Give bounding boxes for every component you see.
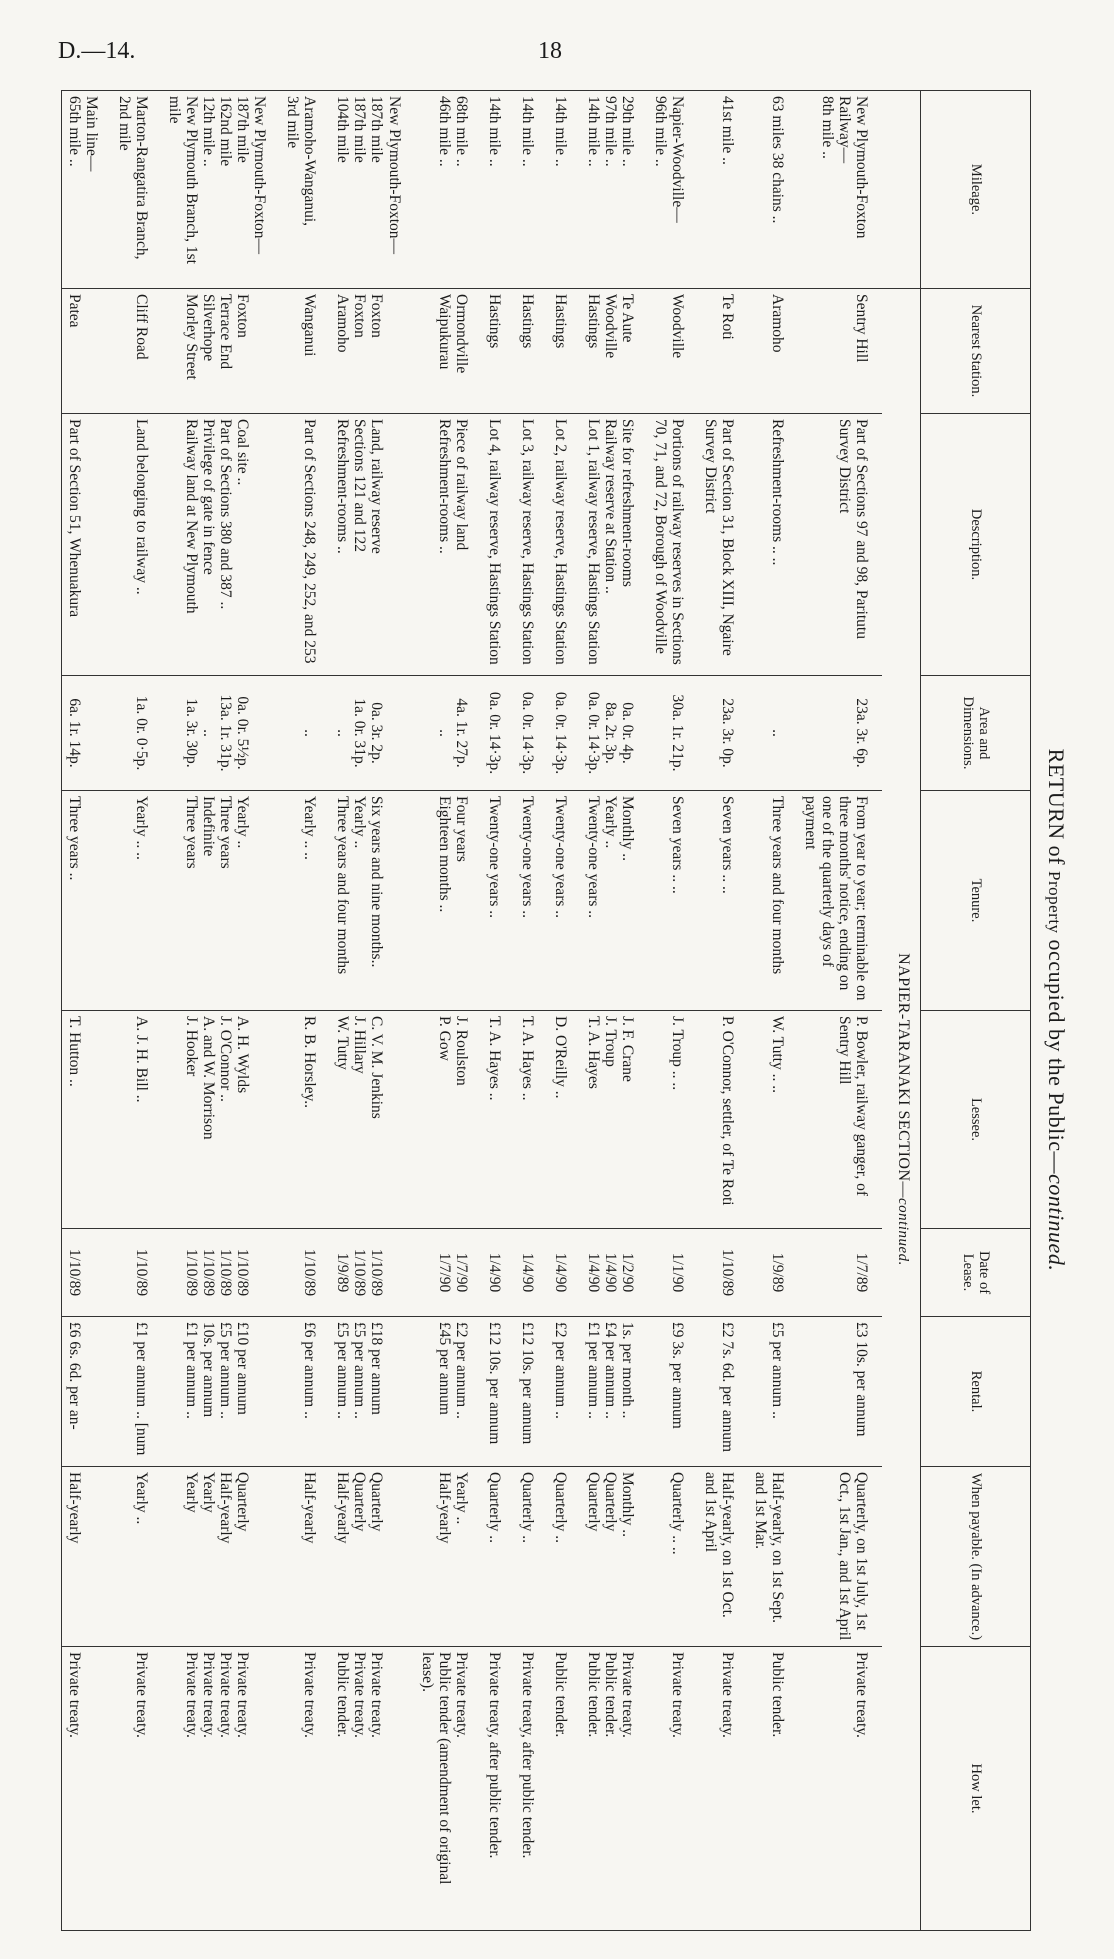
col-payable: When payable. (In advance.)	[921, 1467, 1031, 1647]
section-row: NAPIER-TARANAKI SECTION—continued.	[882, 91, 920, 1931]
table-row: Main line— 65th mile .. Patea Part of Section 51, Whenuakura 6a. 1r. 14p. Three years .. T. Hutton .. 1/10/89 £6 6s. 6d. per an- Half-yearly Private treaty.	[61, 91, 112, 1931]
table-row: New Plymouth-Foxton— 187th mile 187th mile 104th mile Foxton Foxton Aramoho Land, railway reserve Sections 121 and 122 Refreshment-rooms .. 0a. 3r. 2p. 1a. 0r. 31p. .. Six years and nine months.. Yearly .. Three years and four months C. V. M. Jenkins J. Hillary W. Tutty 1/10/89 1/10/89 1/9/89 £18 per annum £5 per annum .. £5 per annum .. Quarterly Quarterly Half-yearly Private treaty. Private treaty. Public tender.	[330, 91, 414, 1931]
group-heading: New Plymouth-Foxton—	[385, 96, 403, 255]
col-lessee: Lessee.	[921, 1011, 1031, 1229]
section-title: NAPIER-TARANAKI SECTION—	[895, 953, 912, 1199]
table-row: 41st mile .. Te Roti Part of Section 31, Block XIII, Ngaire Survey District 23a. 3r. 0p. Seven years .. .. P. O'Connor, settler, of Te Roti 1/10/89 £2 7s. 6d. per annum Half-yearly, on 1st Oct. and 1st April Private treaty.	[698, 91, 748, 1931]
group-heading: New Plymouth-Foxton Railway—	[836, 96, 871, 239]
header-row	[921, 91, 1031, 1931]
table-row: 14th mile .. Hastings Lot 3, railway reserve, Hastings Station 0a. 0r. 14·3p. Twenty-one years .. T. A. Hayes .. 1/4/90 £12 10s. per annum Quarterly .. Private treaty, after public tender.	[515, 91, 548, 1931]
rotated-table-area	[65, 90, 1079, 1930]
col-rental: Rental.	[921, 1317, 1031, 1467]
col-date: Date of Lease.	[921, 1229, 1031, 1317]
document-title: RETURN of Property occupied by the Public—continued.	[1044, 748, 1069, 1272]
page-number: 18	[538, 38, 562, 64]
table-row: 68th mile .. 46th mile .. Ormondville Waipukurau Piece of railway land Refreshment-rooms .. 4a. 1r. 27p. .. Four years Eighteen months .. J. Roulston P. Gow 1/7/90 1/7/90 £2 per annum .. £45 per annum Yearly .. Half-yearly Private treaty. Public tender (amendment of original lease).	[415, 91, 482, 1931]
table-row: 63 miles 38 chains .. Aramoho Refreshment-rooms .. .. .. Three years and four months W. Tutty .. .. 1/9/89 £5 per annum .. Half-yearly, on 1st Sept. and 1st Mar. Public tender.	[748, 91, 798, 1931]
col-station: Nearest Station.	[921, 289, 1031, 414]
group-heading: Napier-Woodville—	[669, 96, 687, 223]
table-row: 14th mile .. Hastings Lot 2, railway reserve, Hastings Station 0a. 0r. 14·3p. Twenty-one years .. D. O'Reilly .. 1/4/90 £2 per annum .. Quarterly .. Public tender.	[548, 91, 581, 1931]
col-how: How let.	[921, 1647, 1031, 1931]
table-row: 29th mile .. 97th mile .. 14th mile .. Te Aute Woodville Hastings Site for refreshment-rooms Railway reserve at Station .. Lot 1, railway reserve, Hastings Station 0a. 0r. 4p. 8a. 2r. 3p. 0a. 0r. 14·3p. Monthly .. Yearly .. Twenty-one years .. J. F. Crane J. Troup T. A. Hayes 1/2/90 1/4/90 1/4/90 1s. per month .. £4 per annum .. £1 per annum .. Monthly .. Quarterly Quarterly Private treaty. Public tender. Public tender.	[581, 91, 648, 1931]
group-heading: Aramoho-Wanganui,	[301, 96, 319, 227]
col-description: Description.	[921, 414, 1031, 676]
table-row: New Plymouth-Foxton— 187th mile 162nd mile 12th mile .. New Plymouth Branch, 1st mile Foxton Terrace End Silverhope Morley Street Coal site .. Part of Sections 380 and 387 .. Privilege of gate in fence Railway land at New Plymouth 0a. 0r. 5½p. 13a. 1r. 31p. .. 1a. 3r. 30p. Yearly .. Three years Indefinite Three years A. H. Wylds J. O'Connor .. A. and W. Morrison J. Hooker 1/10/89 1/10/89 1/10/89 1/10/89 £10 per annum £5 per annum .. 10s. per annum £1 per annum .. Quarterly Half-yearly Yearly Yearly Private treaty. Private treaty. Private treaty. Private treaty.	[162, 91, 280, 1931]
table-row: New Plymouth-Foxton Railway— 8th mile .. Sentry Hill Part of Sections 97 and 98, Paritutu Survey District 23a. 3r. 6p. From year to year; terminable on three months' notice, ending on one of the quarterly days of payment P. Bowler, railway ganger, of Sentry Hill 1/7/89 £3 10s. per annum Quarterly, on 1st July, 1st Oct., 1st Jan., and 1st April Private treaty.	[798, 91, 882, 1931]
table-row: Aramoho-Wanganui, 3rd mile Wanganui Part of Sections 248, 249, 252, and 253 .. Yearly .. .. R. B. Horsley.. 1/10/89 £6 per annum .. Half-yearly Private treaty.	[280, 91, 330, 1931]
page-code: D.—14.	[58, 38, 136, 64]
group-heading: New Plymouth-Foxton—	[251, 96, 269, 255]
property-table	[61, 90, 1031, 1931]
group-heading: Marton-Rangatira Branch, 2nd mile	[115, 96, 150, 260]
table-row: Marton-Rangatira Branch, 2nd mile Cliff Road Land belonging to railway .. 1a. 0r. 0·5p. Yearly .. .. A. J. H. Bill .. 1/10/89 £1 per annum .. [num Yearly .. Private treaty.	[112, 91, 162, 1931]
table-row: Napier-Woodville— 96th mile .. Woodville Portions of railway reserves in Sections 70, 71, and 72, Borough of Woodville 30a. 1r. 21p. Seven years .. .. J. Troup .. .. 1/1/90 £9 3s. per annum Quarterly .. .. Private treaty.	[648, 91, 698, 1931]
col-area: Area and Dimensions.	[921, 676, 1031, 791]
col-tenure: Tenure.	[921, 791, 1031, 1011]
group-heading: Main line—	[82, 96, 100, 172]
col-mileage: Mileage.	[921, 91, 1031, 289]
table-row: 14th mile .. Hastings Lot 4, railway reserve, Hastings Station 0a. 0r. 14·3p. Twenty-one years .. T. A. Hayes .. 1/4/90 £12 10s. per annum Quarterly .. Private treaty, after public tender.	[482, 91, 515, 1931]
